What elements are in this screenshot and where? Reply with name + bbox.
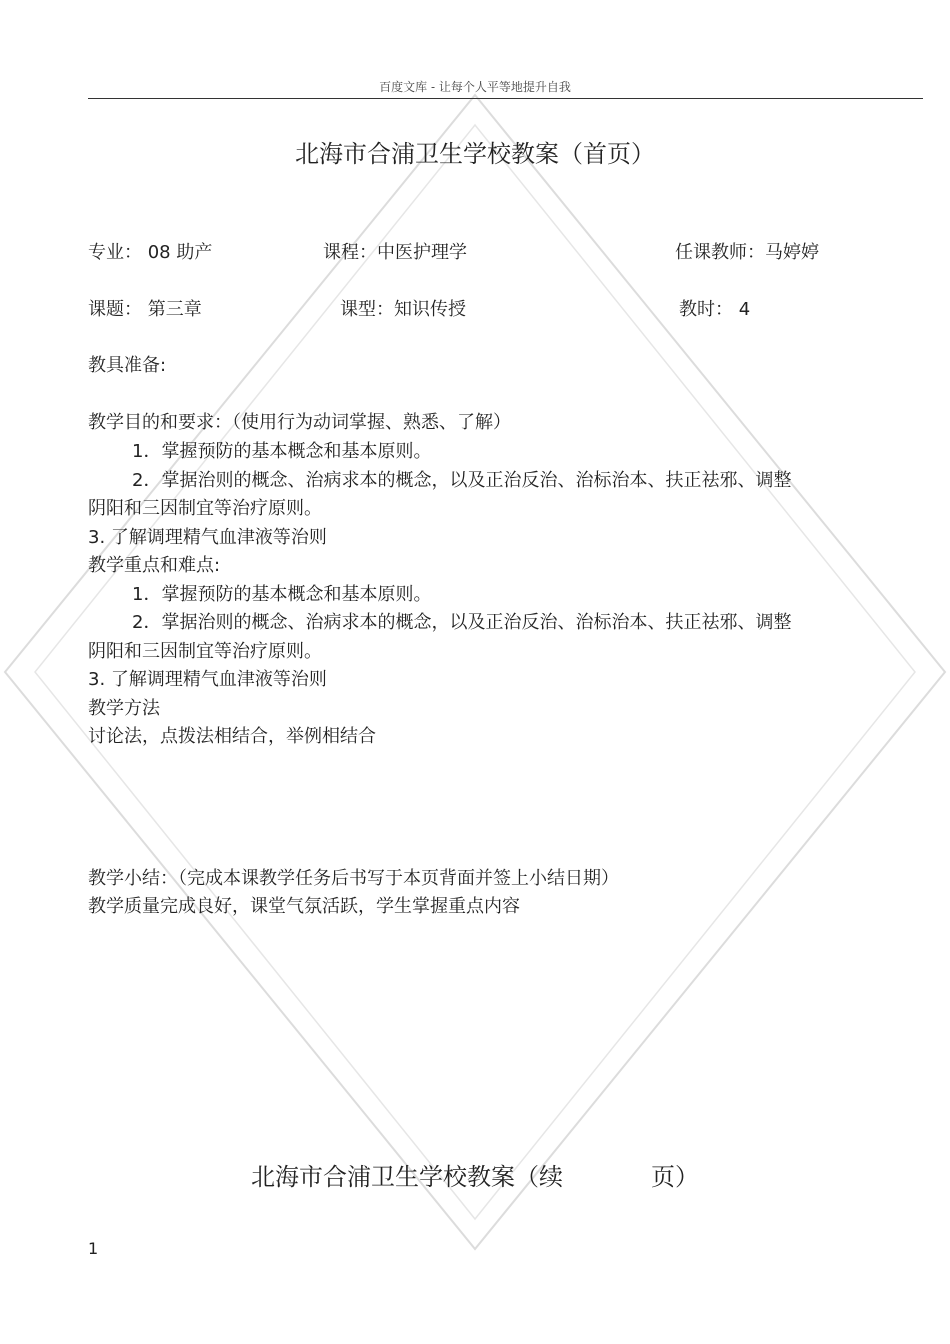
header-rule	[88, 98, 923, 99]
keypoint-item: 2．掌据治则的概念、治病求本的概念，以及正治反治、治标治本、扶正祛邪、调整	[132, 612, 792, 633]
continuation-title-right: 页）	[651, 1163, 699, 1191]
continuation-title	[0, 1157, 950, 1192]
summary-text: 教学质量完成良好，课堂气氛活跃，学生掌握重点内容	[88, 896, 520, 917]
keypoints-heading: 教学重点和难点:	[88, 555, 221, 576]
page-header: 百度文库 - 让每个人平等地提升自我	[379, 80, 571, 94]
page-number: 1	[88, 1239, 99, 1258]
objective-item: 2．掌据治则的概念、治病求本的概念，以及正治反治、治标治本、扶正祛邪、调整	[132, 470, 792, 491]
objectives-heading: 教学目的和要求：（使用行为动词掌握、熟悉、了解）	[88, 412, 511, 433]
keypoint-item: 3. 了解调理精气血津液等治则	[88, 669, 327, 690]
keypoint-item: 1．掌握预防的基本概念和基本原则。	[132, 584, 432, 605]
hours-field: 教时： 4	[679, 299, 751, 320]
page-title: 北海市合浦卫生学校教案（首页）	[295, 140, 655, 168]
topic-field: 课题： 第三章	[88, 299, 202, 320]
keypoint-item-cont: 阴阳和三因制宜等治疗原则。	[88, 641, 322, 662]
summary-heading: 教学小结：（完成本课教学任务后书写于本页背面并签上小结日期）	[88, 868, 619, 889]
methods-text: 讨论法，点拨法相结合，举例相结合	[88, 726, 376, 747]
methods-heading: 教学方法	[88, 698, 160, 719]
continuation-title-left: 北海市合浦卫生学校教案（续	[251, 1163, 563, 1191]
tools-label: 教具准备:	[88, 355, 167, 376]
course-field: 课程：中医护理学	[323, 242, 467, 263]
teacher-field: 任课教师：马婷婷	[675, 242, 819, 263]
objective-item: 3. 了解调理精气血津液等治则	[88, 527, 327, 548]
type-field: 课型：知识传授	[340, 299, 466, 320]
objective-item-cont: 阴阳和三因制宜等治疗原则。	[88, 498, 322, 519]
major-field: 专业： 08 助产	[88, 242, 213, 263]
objective-item: 1．掌握预防的基本概念和基本原则。	[132, 441, 432, 462]
